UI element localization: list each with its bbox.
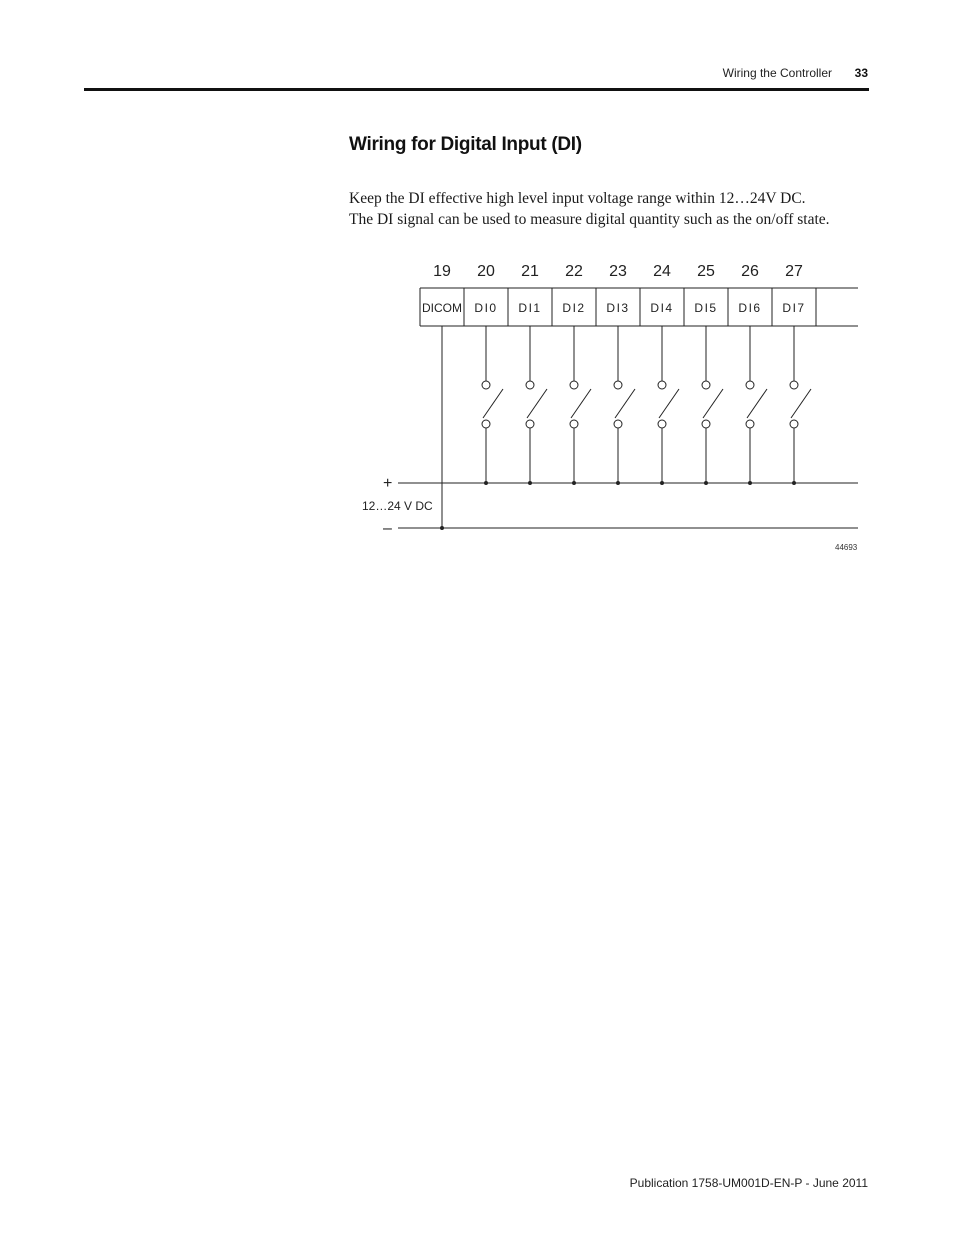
input-switch [526, 326, 547, 485]
switch-blade [747, 389, 767, 418]
switch-blade [571, 389, 591, 418]
wiring-diagram [0, 0, 954, 600]
terminal-label: DI4 [650, 301, 674, 315]
terminal-number: 27 [785, 263, 803, 280]
switch-upper-contact [790, 381, 798, 389]
terminal-numbers [433, 263, 803, 280]
switch-upper-contact [526, 381, 534, 389]
terminal-label: DI0 [474, 301, 498, 315]
switch-blade [483, 389, 503, 418]
switch-upper-contact [570, 381, 578, 389]
page-footer: Publication 1758-UM001D-EN-P - June 2011 [629, 1176, 868, 1190]
input-switch [790, 326, 811, 485]
terminal-label: DI2 [562, 301, 586, 315]
switch-upper-contact [614, 381, 622, 389]
terminal-label: DI6 [738, 301, 762, 315]
input-switch [746, 326, 767, 485]
terminal-number: 20 [477, 263, 495, 280]
switch-lower-contact [482, 420, 490, 428]
terminal-number: 23 [609, 263, 627, 280]
figure-id: 44693 [835, 543, 858, 552]
switch-upper-contact [658, 381, 666, 389]
switch-blade [527, 389, 547, 418]
switch-lower-contact [702, 420, 710, 428]
page-number: 33 [854, 66, 868, 80]
terminal-number: 19 [433, 263, 451, 280]
switch-blade [659, 389, 679, 418]
terminal-number: 21 [521, 263, 539, 280]
terminal-number: 26 [741, 263, 759, 280]
terminal-number: 25 [697, 263, 715, 280]
terminal-label: DI1 [518, 301, 542, 315]
wires [440, 326, 811, 530]
minus-symbol: – [383, 520, 392, 537]
running-header-title: Wiring the Controller [722, 66, 832, 80]
switch-upper-contact [482, 381, 490, 389]
terminal-label: DICOM [422, 301, 462, 315]
switch-lower-contact [790, 420, 798, 428]
input-switch [570, 326, 591, 485]
terminal-number: 22 [565, 263, 583, 280]
supply-voltage-label: 12…24 V DC [362, 499, 433, 513]
section-heading: Wiring for Digital Input (DI) [349, 134, 582, 155]
terminal-label: DI3 [606, 301, 630, 315]
switch-lower-contact [614, 420, 622, 428]
input-switch [482, 326, 503, 485]
switch-blade [791, 389, 811, 418]
switch-lower-contact [570, 420, 578, 428]
terminal-block [420, 288, 858, 326]
paragraph-line-2: The DI signal can be used to measure digital quantity such as the on/off state. [349, 211, 830, 228]
plus-symbol: + [383, 475, 393, 492]
switch-blade [703, 389, 723, 418]
switch-upper-contact [746, 381, 754, 389]
power-rails [362, 475, 858, 537]
switch-upper-contact [702, 381, 710, 389]
switch-blade [615, 389, 635, 418]
switch-lower-contact [658, 420, 666, 428]
input-switch [614, 326, 635, 485]
terminal-label: DI7 [782, 301, 806, 315]
input-switch [658, 326, 679, 485]
terminal-number: 24 [653, 263, 671, 280]
terminal-label: DI5 [694, 301, 718, 315]
input-switch [702, 326, 723, 485]
paragraph-line-1: Keep the DI effective high level input voltage range within 12…24V DC. [349, 190, 806, 207]
switch-lower-contact [526, 420, 534, 428]
switch-lower-contact [746, 420, 754, 428]
